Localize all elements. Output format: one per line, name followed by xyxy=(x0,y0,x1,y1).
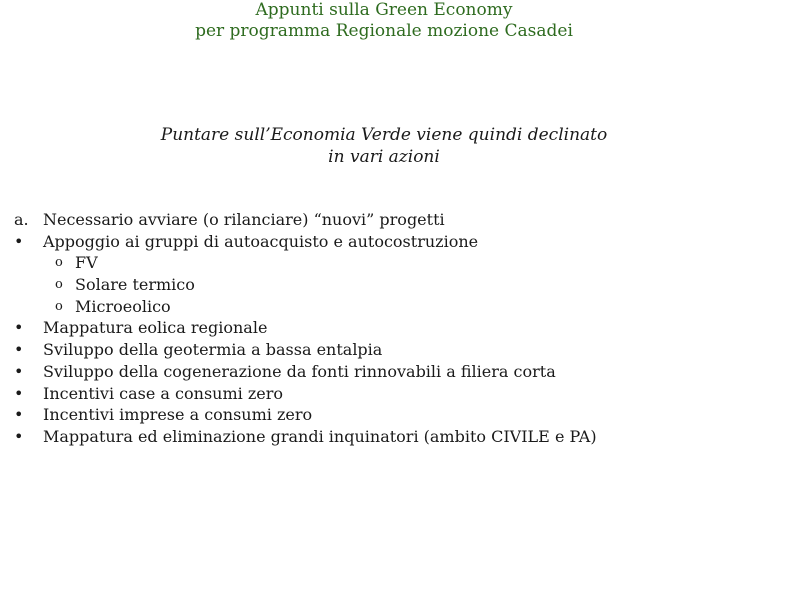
document-header xyxy=(0,0,768,42)
circle-bullet-icon: o xyxy=(55,255,63,271)
bullet-icon: • xyxy=(14,405,24,425)
intro-line-2: in vari azioni xyxy=(328,147,440,167)
bullet-icon: • xyxy=(14,340,24,360)
sub-list-item xyxy=(14,274,784,296)
sub-list-item xyxy=(14,252,784,274)
list-item xyxy=(14,231,784,253)
list-item-text: Mappatura eolica regionale xyxy=(43,318,268,338)
sub-list-item-text: FV xyxy=(75,253,98,273)
header-subtitle: per programma Regionale mozione Casadei xyxy=(195,21,573,41)
circle-bullet-icon: o xyxy=(55,277,63,293)
list-item-text: Sviluppo della cogenerazione da fonti rinnovabili a filiera corta xyxy=(43,361,556,381)
list-item-text: Appoggio ai gruppi di autoacquisto e autocostruzione xyxy=(43,231,479,251)
bullet-icon: • xyxy=(14,318,24,338)
header-title: Appunti sulla Green Economy xyxy=(255,0,513,20)
section-intro xyxy=(0,124,768,168)
bullet-icon: • xyxy=(14,361,24,381)
list-item xyxy=(14,339,784,361)
bullet-icon: • xyxy=(14,426,24,446)
sub-list-item-text: Solare termico xyxy=(75,275,195,295)
list-item-text: Incentivi case a consumi zero xyxy=(43,383,284,403)
list-item xyxy=(14,383,784,405)
circle-bullet-icon: o xyxy=(55,298,63,314)
list-item xyxy=(14,361,784,383)
sub-list-item xyxy=(14,296,784,318)
list-item xyxy=(14,317,784,339)
list-item-text: Necessario avviare (o rilanciare) “nuovi” progetti xyxy=(43,210,445,229)
intro-line-1: Puntare sull’Economia Verde viene quindi declinato xyxy=(160,125,608,145)
sub-list-item-text: Microeolico xyxy=(75,296,171,316)
bullet-icon: • xyxy=(14,383,24,403)
list-item xyxy=(14,209,784,231)
bullet-icon: • xyxy=(14,231,24,251)
list-item-text: Sviluppo della geotermia a bassa entalpia xyxy=(43,340,383,360)
list-item-text: Incentivi imprese a consumi zero xyxy=(43,405,313,425)
list-item xyxy=(14,426,784,448)
list-item xyxy=(14,404,784,426)
action-list xyxy=(14,209,784,448)
list-item-text: Mappatura ed eliminazione grandi inquinatori (ambito CIVILE e PA) xyxy=(43,426,597,446)
list-letter-marker: a. xyxy=(14,210,29,229)
